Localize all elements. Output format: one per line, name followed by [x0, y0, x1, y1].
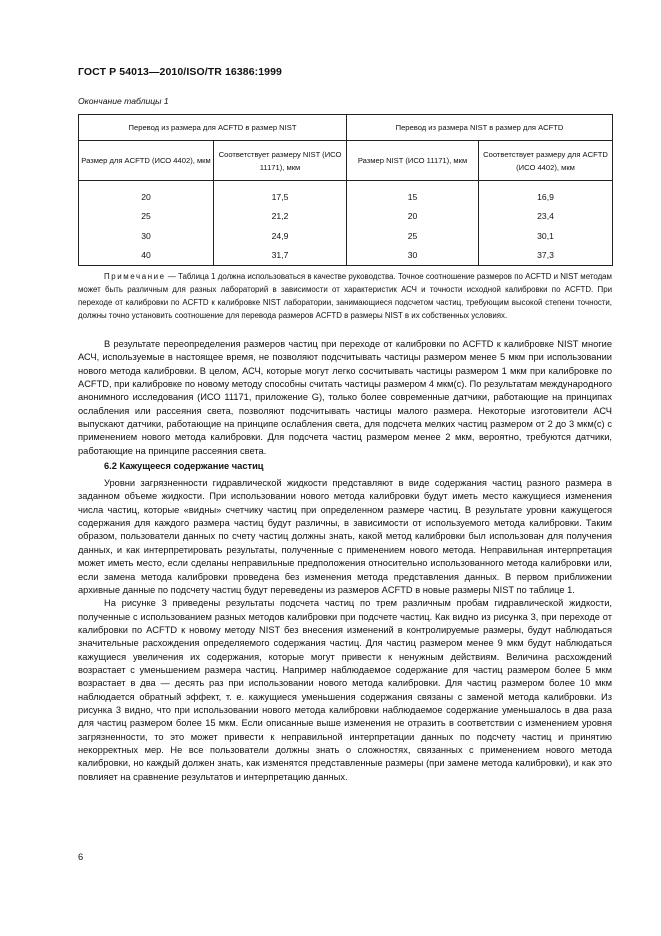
table-cell: 30,1 [479, 226, 613, 246]
page-number: 6 [78, 852, 84, 862]
table-row [79, 207, 613, 227]
table-cell: 30 [347, 246, 479, 266]
table-cell: 37,3 [479, 246, 613, 266]
body-text [78, 338, 612, 784]
table-row [79, 226, 613, 246]
column-header: Размер NIST (ИСО 11171), мкм [347, 141, 479, 181]
table-row [79, 246, 613, 266]
group-header-acftd-to-nist: Перевод из размера для ACFTD в размер NIST [79, 115, 347, 141]
table-caption: Окончание таблицы 1 [78, 96, 169, 106]
table-note [78, 270, 612, 322]
table-cell: 20 [347, 207, 479, 227]
note-label: Примечание [104, 272, 166, 281]
table-cell: 24,9 [214, 226, 347, 246]
table-column-header-row [79, 141, 613, 181]
table-cell: 20 [79, 181, 214, 207]
note-text: — Таблица 1 должна использоваться в качестве руководства. Точное соотношение размеров по ACFTD и NIST методам может быть различным для разных лабораторий в зависимости от характеристик АСЧ и точности исходной калибровки по ACFTD. При переходе от калибровки по ACFTD к калибровке NIST лаборатории, занимающиеся подсчетом частиц, требующим высокой степени точности, должны точно установить соотношение для перевода размеров ACFTD в размеры NIST в их собственных условиях. [78, 272, 612, 321]
column-header: Соответствует размеру для ACFTD (ИСО 4402), мкм [479, 141, 613, 181]
column-header: Соответствует размеру NIST (ИСО 11171), мкм [214, 141, 347, 181]
group-header-nist-to-acftd: Перевод из размера NIST в размер для ACFTD [347, 115, 613, 141]
table-cell: 23,4 [479, 207, 613, 227]
table-group-header-row [79, 115, 613, 141]
conversion-table [78, 114, 613, 266]
table-cell: 21,2 [214, 207, 347, 227]
table-row [79, 181, 613, 207]
table-cell: 31,7 [214, 246, 347, 266]
column-header: Размер для ACFTD (ИСО 4402), мкм [79, 141, 214, 181]
table-cell: 25 [79, 207, 214, 227]
document-header: ГОСТ Р 54013—2010/ISO/TR 16386:1999 [78, 66, 282, 78]
table-cell: 30 [79, 226, 214, 246]
table-cell: 16,9 [479, 181, 613, 207]
table-cell: 25 [347, 226, 479, 246]
table-cell: 15 [347, 181, 479, 207]
table-cell: 40 [79, 246, 214, 266]
paragraph: На рисунке 3 приведены результаты подсчета частиц по трем различным пробам гидравлической жидкости, полученные с использованием разных методов калибровки при подсчете частиц. Как видно из рисунка 3, при переходе от калибровки по ACFTD к новому методу NIST без внесения изменений в контролируемые размеры, будут наблюдаться значительные расхождения определяемого содержания частиц. Для частиц размером менее 9 мкм будут наблюдаться кажущиеся увеличения их содержания, которые могут привести к ненужным действиям. Величина расхождений возрастает с уменьшением размера частиц. Например наблюдаемое содержание для частиц размером более 5 мкм возрастает в два — десять раз при использовании нового метода калибровки. Для частиц размером более 10 мкм наблюдается обратный эффект, т. е. кажущиеся уменьшения содержания связаны с заменой метода калибровки. Из рисунка 3 видно, что при использовании нового метода калибровки наблюдаемое содержание уменьшалось в два раза для частиц размером более 15 мкм. Если описанные выше изменения не отразить в соответствии с изменением уровня загрязненности, то это может привести к неправильной интерпретации данных по подсчету частиц и принятию некорректных мер. Не все пользователи должны знать о сложностях, связанных с применением нового метода калибровки, но каждый должен знать, как изменятся представленные размеры (при замене метода калибровки), и как это повлияет на сравнение результатов и интерпретацию данных. [78, 598, 612, 782]
section-heading: 6.2 Кажущееся содержание частиц [104, 461, 264, 472]
table-cell: 17,5 [214, 181, 347, 207]
paragraph: В результате переопределения размеров частиц при переходе от калибровки по ACFTD к калибровке NIST многие АСЧ, используемые в настоящее время, не позволяют подсчитывать частицы размером менее 5 мкм при использовании нового метода калибровки. В целом, АСЧ, которые могут легко сосчитывать частицы размером 1 мкм при калибровке по ACFTD, при калибровке по новому методу способны считать частицы размером 4 мкм(с). По результатам международного анонимного исследования (ИСО 11171, приложение G), только более современные датчики, работающие на принципах ослабления или рассеяния света, позволяют подсчитывать частицы малого размера. Некоторые изготовители АСЧ выпускают датчики, работающие на принципе ослабления света, для подсчета мелких частиц размером от 2 до 3 мкм(с) с применением нового метода калибровки. Для подсчета частиц размером менее 2 мкм, вероятно, требуются датчики, работающие на принципе рассеяния света. [78, 339, 612, 456]
paragraph: Уровни загрязненности гидравлической жидкости представляют в виде содержания частиц разного размера в заданном объеме жидкости. При использовании нового метода калибровки будут иметь место кажущиеся изменения числа частиц, которые «видны» счетчику частиц при определенном размере частиц. В результате уровни кажущегося содержания для каждого размера частиц будут различны, в зависимости от используемого метода калибровки. Таким образом, пользователи данных по счету частиц должны знать, какой метод калибровки был использован для получения данных, и как интерпретировать результаты, полученные с применением нового метода. Неправильная интерпретация может иметь место, если сделаны неправильные предположения относительно использованного метода калибровки или, если замена метода калибровки проведена без изменения метода представления данных. В первом приближении архивные данные по подсчету частиц будут переведены из размеров ACFTD в новые размеры NIST по таблице 1. [78, 478, 612, 595]
